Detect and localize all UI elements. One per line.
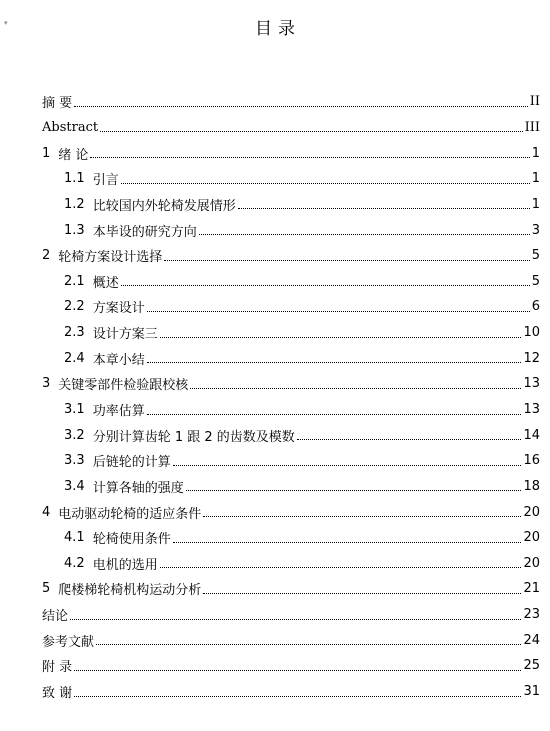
toc-entry-label: 比较国内外轮椅发展情形 [92,198,236,214]
toc-entry[interactable] [0,422,550,448]
toc-entry-label: 本章小结 [92,352,145,368]
toc-entry-label: 分别计算齿轮 1 跟 2 的齿数及模数 [92,429,295,445]
toc-entry[interactable] [0,679,550,705]
toc-entry-number: 2.1 [64,273,85,289]
toc-entry-page: 1 [531,145,540,161]
toc-entry-label: 方案设计 [92,301,145,317]
dot-leader [74,105,528,107]
toc-entry[interactable] [0,474,550,500]
toc-entry-number: 3.2 [64,427,85,443]
dot-leader [199,233,530,235]
toc-entry-page: 24 [523,632,540,648]
toc-entry-page: 5 [531,248,540,264]
toc-entry[interactable] [0,448,550,474]
toc-entry[interactable] [0,653,550,679]
toc-entry-label: Abstract [42,119,99,135]
toc-entry[interactable] [0,371,550,397]
toc-entry-label: 爬楼梯轮椅机构运动分析 [58,583,202,599]
toc-entry-label: 本毕设的研究方向 [92,224,197,240]
collapse-triangle-icon: ▾ [4,19,8,27]
dot-leader [203,515,521,517]
toc-entry-label: 电动驱动轮椅的适应条件 [58,506,202,522]
toc-entry-label: 计算各轴的强度 [92,480,184,496]
toc-entry[interactable] [0,345,550,371]
toc-entry[interactable] [0,243,550,269]
toc-entry-page: 18 [523,478,540,494]
toc-entry-page: 3 [531,222,540,238]
toc-entry-number: 3.4 [64,478,85,494]
dot-leader [100,130,523,132]
toc-entry-page: 1 [531,196,540,212]
toc-entry-label: 电机的选用 [92,557,158,573]
toc-entry-number: 1.1 [64,171,85,187]
toc-entry[interactable] [0,499,550,525]
page-title: 目录 [255,19,301,39]
toc-entry-number: 1 [42,145,51,161]
dot-leader [160,336,522,338]
toc-entry[interactable] [0,525,550,551]
toc-entry-page: 21 [523,581,540,597]
toc-entry[interactable] [0,551,550,577]
dot-leader [147,361,522,363]
toc-entry-page: 31 [523,684,540,700]
toc-entry[interactable] [0,397,550,423]
dot-leader [190,387,521,389]
dot-leader [70,618,521,620]
toc-entry-page: 13 [523,376,540,392]
toc-entry-page: 23 [523,607,540,623]
toc-entry[interactable] [0,294,550,320]
toc-entry[interactable] [0,576,550,602]
toc-entry-label: 绪 论 [58,147,89,163]
toc-entry-number: 2.4 [64,350,85,366]
toc-entry-label: 轮椅方案设计选择 [58,250,163,266]
toc-entry-page: II [529,94,540,110]
dot-leader [147,413,522,415]
toc-entry-page: 14 [523,427,540,443]
toc-entry-number: 2.2 [64,299,85,315]
toc-entry-page: 12 [523,350,540,366]
dot-leader [74,695,521,697]
toc-entry-label: 关键零部件检验跟校核 [58,378,189,394]
toc-entry-label: 设计方案三 [92,327,158,343]
dot-leader [121,182,530,184]
toc-entry[interactable] [0,602,550,628]
toc-entry-page: 20 [523,530,540,546]
toc-entry-number: 3.1 [64,402,85,417]
dot-leader [74,669,521,671]
toc-entry-label: 引言 [92,173,119,189]
toc-entry-number: 2.3 [64,325,85,341]
dot-leader [203,592,521,594]
toc-entry[interactable] [0,320,550,346]
toc-entry-number: 4.2 [64,555,85,571]
dot-leader [90,156,529,158]
dot-leader [297,438,522,440]
toc-entry-number: 1.2 [64,196,85,212]
toc-entry-label: 功率估算 [92,404,145,419]
dot-leader [186,489,522,491]
toc-entry[interactable] [0,217,550,243]
toc-entry-page: 13 [523,402,540,417]
dot-leader [147,310,530,312]
toc-entry-label: 参考文献 [42,634,95,650]
toc-entry-label: 致 谢 [42,686,73,702]
toc-entry[interactable] [0,115,550,141]
toc-entry-label: 轮椅使用条件 [92,532,171,548]
toc-entry-number: 5 [42,581,51,597]
toc-entry-label: 摘 要 [42,96,73,112]
toc-entry[interactable] [0,627,550,653]
toc-entry-page: 16 [523,453,540,469]
dot-leader [164,259,529,261]
toc-entry[interactable] [0,268,550,294]
toc-entry-page: 1 [531,171,540,187]
toc-entry-label: 概述 [92,275,119,291]
toc-entry[interactable] [0,166,550,192]
toc-entry[interactable] [0,140,550,166]
toc-entry-number: 4 [42,504,51,520]
toc-entry-label: 结论 [42,609,69,625]
toc-entry-page: 5 [531,273,540,289]
dot-leader [238,207,530,209]
toc-entry-page: 25 [523,658,540,674]
toc-entry-number: 4.1 [64,530,85,546]
toc-entry-page: 6 [531,299,540,315]
toc-entry-page: 20 [523,504,540,520]
toc-entry-page: III [524,119,540,135]
table-of-contents [0,89,550,704]
dot-leader [173,541,522,543]
toc-entry-number: 3 [42,376,51,392]
dot-leader [173,464,522,466]
dot-leader [121,284,530,286]
toc-entry-page: 20 [523,555,540,571]
toc-entry-number: 2 [42,248,51,264]
toc-entry[interactable] [0,89,550,115]
toc-entry[interactable] [0,192,550,218]
toc-entry-page: 10 [523,325,540,341]
toc-entry-number: 1.3 [64,222,85,238]
toc-entry-label: 附 录 [42,660,73,676]
toc-entry-label: 后链轮的计算 [92,455,171,471]
dot-leader [160,566,522,568]
dot-leader [96,643,521,645]
toc-entry-number: 3.3 [64,453,85,469]
